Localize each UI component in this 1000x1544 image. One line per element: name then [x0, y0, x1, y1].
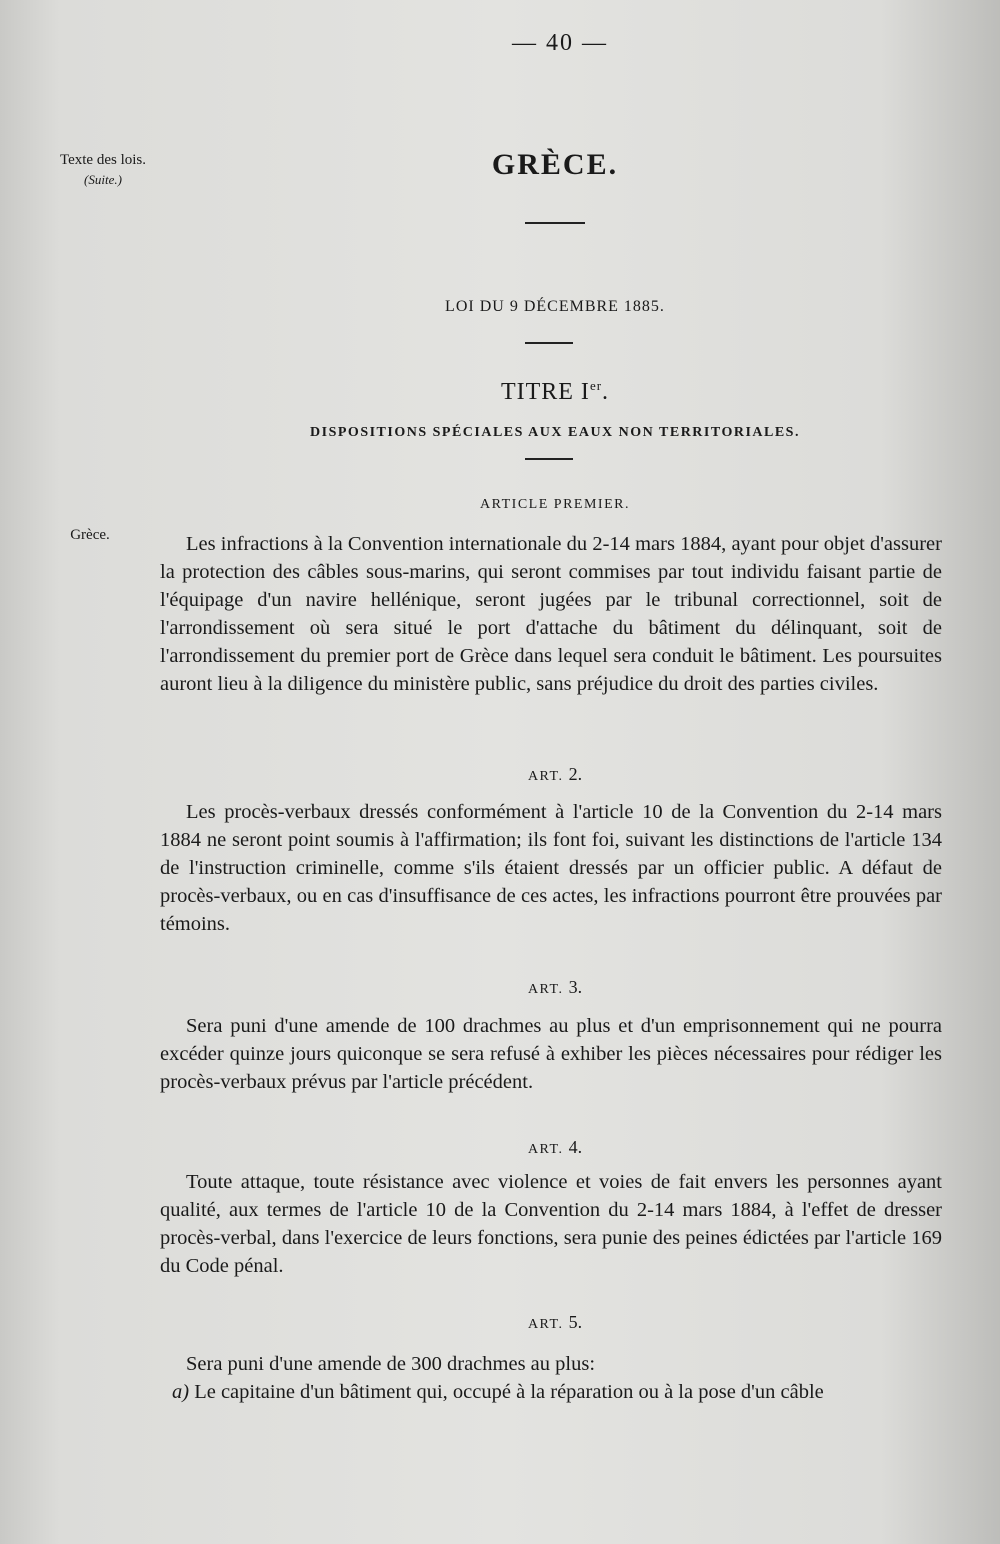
titre-heading — [0, 378, 1000, 406]
section-heading: DISPOSITIONS SPÉCIALES AUX EAUX NON TERRITORIALES. — [310, 425, 800, 440]
article-heading-number: 3. — [568, 977, 583, 997]
article-text: Les procès-verbaux dressés conformément à l'article 10 de la Convention du 2-14 mars 1884 ne seront point soumis à l'affirmation; ils font foi, suivant les distinctions de l'article 134 de l'instruction criminelle, comme s'ils étaient dressés par un officier public. A défaut de procès-verbaux, ou en cas d'insuffisance de ces actes, les infractions pourront être prouvées par témoins. — [160, 801, 942, 935]
article-heading — [0, 1312, 1000, 1333]
article-paragraph — [160, 1168, 942, 1280]
page-number: — 40 — — [512, 30, 608, 56]
article-heading-prefix: ART. — [527, 1142, 564, 1157]
article-paragraph — [160, 1350, 942, 1406]
divider-rule — [525, 222, 585, 224]
country-title: GRÈCE. — [491, 148, 619, 181]
article-paragraph — [160, 798, 942, 938]
article-text: Les infractions à la Convention internationale du 2-14 mars 1884, ayant pour objet d'assurer la protection des câbles sous-marins, qui seront commises par tout individu faisant partie de l'équipage d'un navire hellénique, seront jugées par le tribunal correctionnel, soit de l'arrondissement où sera situé le port d'attache du bâtiment du délinquant, soit de l'arrondissement du premier port de Grèce dans lequel sera conduit le bâtiment. Les poursuites auront lieu à la diligence du ministère public, sans préjudice du droit des parties civiles. — [160, 533, 942, 695]
law-title: LOI DU 9 DÉCEMBRE 1885. — [445, 298, 665, 315]
article-text: Sera puni d'une amende de 300 drachmes au plus: — [186, 1353, 596, 1375]
article-heading-number: 5. — [568, 1312, 583, 1332]
titre-main: TITRE I — [500, 379, 590, 405]
article-heading-prefix: ART. — [527, 1317, 564, 1332]
margin-note-country: Grèce. — [70, 527, 110, 543]
article-heading-prefix: ART. — [527, 769, 564, 784]
article-paragraph — [160, 530, 942, 698]
article-paragraph — [160, 1012, 942, 1096]
titre-dot: . — [602, 379, 610, 405]
article-heading — [0, 977, 1000, 998]
margin-note-line: Texte des lois. — [59, 152, 146, 168]
list-item-letter: a) — [172, 1381, 190, 1403]
article-heading — [0, 764, 1000, 785]
article-list-item — [160, 1378, 942, 1406]
divider-rule — [525, 342, 573, 344]
margin-note-suite: (Suite.) — [84, 172, 122, 187]
article-heading — [0, 1137, 1000, 1158]
divider-rule — [525, 458, 573, 460]
article-text: Toute attaque, toute résistance avec violence et voies de fait envers les personnes ayant qualité, aux termes de l'article 10 de la Convention du 2-14 mars 1884, à l'effet de dresser procès-verbal, dans l'exercice de leurs fonctions, sera punie des peines édictées par l'article 169 du Code pénal. — [160, 1171, 942, 1277]
article-heading: ARTICLE PREMIER. — [480, 497, 630, 512]
article-heading-number: 2. — [568, 764, 583, 784]
article-heading-number: 4. — [568, 1137, 583, 1157]
article-heading-prefix: ART. — [527, 982, 564, 997]
list-item-text: Le capitaine d'un bâtiment qui, occupé à la réparation ou à la pose d'un câble — [194, 1381, 824, 1403]
titre-sup: er — [589, 378, 603, 393]
article-text: Sera puni d'une amende de 100 drachmes au plus et d'un emprisonnement qui ne pourra excéder quinze jours quiconque se sera refusé à exhiber les pièces nécessaires pour rédiger les procès-verbaux prévus par l'article précédent. — [160, 1015, 942, 1093]
